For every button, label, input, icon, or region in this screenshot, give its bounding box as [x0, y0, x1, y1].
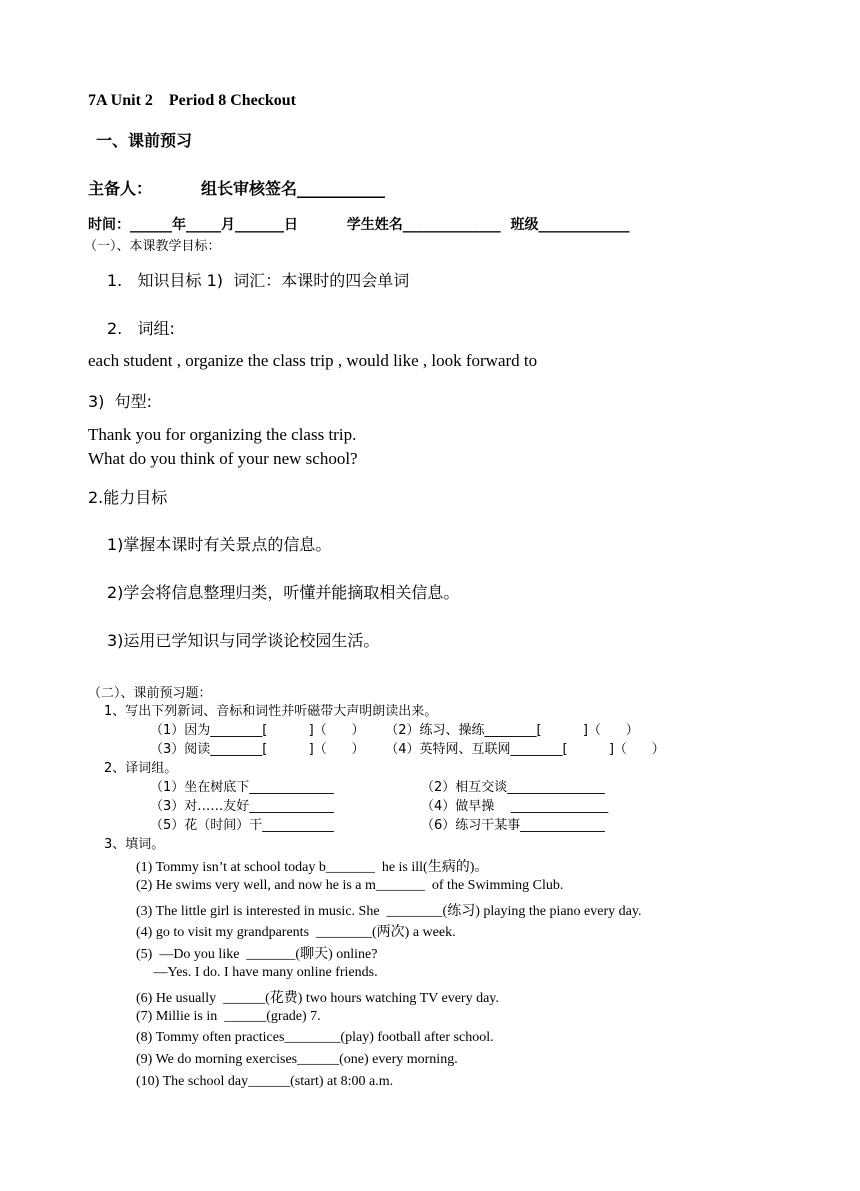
question-1: 1、写出下列新词、音标和词性并听磁带大声明朗读出来。 — [104, 704, 438, 719]
goal-item-1: 1. 知识目标 1) 词汇：本课时的四会单词 — [107, 271, 410, 290]
ability-item-3: 3)运用已学知识与同学谈论校园生活。 — [107, 631, 380, 650]
sentence-1: Thank you for organizing the class trip. — [88, 425, 357, 444]
ability-heading: 2.能力目标 — [88, 488, 168, 507]
fill-item: (7) Millie is in ______(grade) 7. — [136, 1009, 321, 1024]
question-2: 2、译词组。 — [104, 761, 178, 776]
ability-item-2: 2)学会将信息整理归类，听懂并能摘取相关信息。 — [107, 583, 460, 602]
fill-item: (3) The little girl is interested in music. She ________(练习) playing the piano every day. — [136, 904, 642, 919]
fill-item: (6) He usually ______(花费) two hours watching TV every day. — [136, 991, 499, 1006]
ability-item-1: 1)掌握本课时有关景点的信息。 — [107, 535, 332, 554]
q1-row: （3）阅读________[ ]（ ） （4）英特网、互联网________[ ]（ ） — [150, 742, 665, 757]
q2-item: （5）花（时间）干___________ — [150, 818, 334, 833]
fill-item: (4) go to visit my grandparents ________(两次) a week. — [136, 925, 456, 940]
q2-item: （1）坐在树底下_____________ — [150, 780, 334, 795]
fill-item: (5) —Do you like _______(聊天) online? — [136, 947, 378, 962]
q2-item: （6）练习干某事_____________ — [421, 818, 605, 833]
leader-signature-field: 组长审核签名___________ — [201, 179, 386, 198]
goal-item-3: 3) 句型: — [88, 392, 152, 411]
fill-item: (10) The school day______(start) at 8:00 a.m. — [136, 1074, 394, 1089]
fill-item: (8) Tommy often practices________(play) football after school. — [136, 1030, 494, 1045]
goals-heading: （一）、本课教学目标： — [84, 239, 221, 254]
phrases-line: each student , organize the class trip , would like , look forward to — [88, 351, 538, 370]
q1-row: （1）因为________[ ]（ ） （2）练习、操练________[ ]（ ） — [150, 723, 639, 738]
fill-item: (9) We do morning exercises______(one) every morning. — [136, 1052, 458, 1067]
section-heading: 一、课前预习 — [96, 131, 193, 150]
preparer-label: 主备人： — [88, 179, 153, 198]
fill-item: —Yes. I do. I have many online friends. — [136, 965, 378, 980]
q2-item: （4）做早操 _______________ — [421, 799, 609, 814]
question-3: 3、填词。 — [104, 837, 165, 852]
goal-item-2: 2. 词组: — [107, 319, 175, 338]
page-title: 7A Unit 2 Period 8 Checkout — [88, 92, 296, 109]
q2-item: （3）对……友好_____________ — [150, 799, 334, 814]
fill-item: (2) He swims very well, and now he is a m_______ of the Swimming Club. — [136, 878, 564, 893]
preview-heading: （二）、课前预习题： — [88, 686, 212, 701]
q2-item: （2）相互交谈_______________ — [421, 780, 605, 795]
sentence-2: What do you think of your new school? — [88, 449, 358, 468]
meta-line: 时间：______年_____月_______日 学生姓名______________ 班级_____________ — [88, 217, 630, 233]
fill-item: (1) Tommy isn’t at school today b_______ he is ill(生病的)。 — [136, 860, 489, 875]
